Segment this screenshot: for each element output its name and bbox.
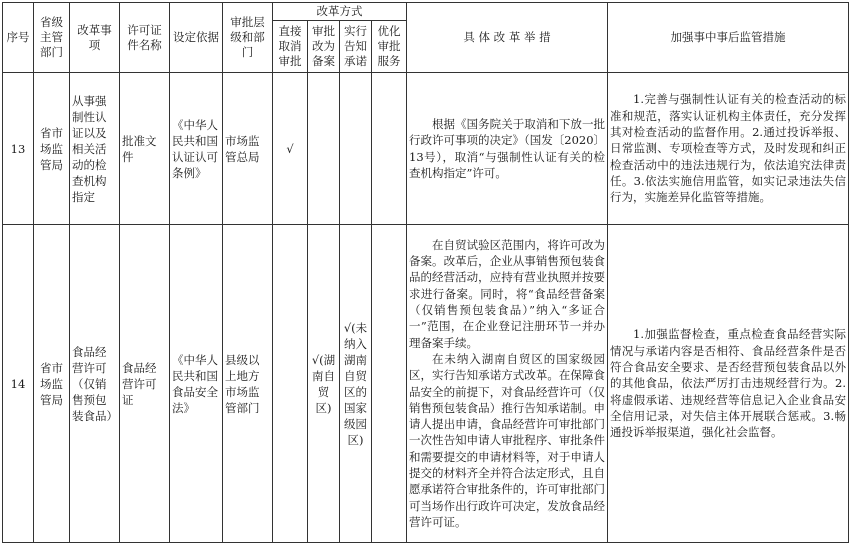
measures-paragraph: 在未纳入湖南自贸区的国家级园区，实行告知承诺方式改革。在保障食品安全的前提下，对食品经营许可（仅销售预包装食品）推行告知承诺制。申请人提出申请，食品经营许可审批部门一次性告知申请人审批程序、审批条件和需要提交的申请材料等，对于申请人提交的材料齐全并符合法定形式，且自愿承诺符合审批条件的，许可审批部门可当场作出行政许可决定，发放食品经营许可证。	[409, 351, 605, 529]
cell-item: 从事强制性认证以及相关活动的检查机构指定	[70, 73, 120, 225]
cell-cert: 食品经营许可证	[120, 225, 170, 543]
header-method-filing: 审批改为备案	[308, 21, 340, 73]
cell-method-notification: √(未纳入湖南自贸区的国家级园区)	[340, 225, 372, 543]
header-basis: 设定依据	[170, 3, 223, 73]
cell-dept: 省市场监管局	[34, 73, 70, 225]
cell-seq: 14	[3, 225, 34, 543]
measures-paragraph: 根据《国务院关于取消和下放一批行政许可事项的决定》（国发〔2020〕13号），取消“与强制性认证有关的检查机构指定”许可。	[409, 116, 606, 180]
cell-method-filing	[308, 73, 340, 225]
header-method-cancel: 直接取消审批	[273, 21, 308, 73]
cell-level: 市场监管总局	[223, 73, 273, 225]
cell-measures	[407, 73, 608, 225]
header-method-group: 改革方式	[273, 3, 407, 21]
header-level: 审批层级和部门	[223, 3, 273, 73]
supervision-paragraph: 1.加强监督检查，重点检查食品经营实际情况与承诺内容是否相符、食品经营条件是否符合食品安全要求、是否经营预包装食品以外的其他食品，依法严厉打击违规经营行为。2.将虚假承诺、违规经营等信息记入企业食品安全信用记录，对失信主体开展联合惩戒。3.畅通投诉举报渠道，强化社会监督。	[610, 327, 846, 440]
supervision-paragraph: 1.完善与强制性认证有关的检查活动的标准和规范，落实认证机构主体责任，充分发挥其对检查活动的监督作用。2.通过投诉举报、日常监测、专项检查等方式，及时发现和纠正检查活动中的违法违规行为，依法追究法律责任。3.依法实施信用监管，如实记录违法失信行为，实施差异化监管等措施。	[610, 92, 846, 205]
cell-basis: 《中华人民共和国食品安全法》	[170, 225, 223, 543]
cell-method-optimize	[372, 73, 407, 225]
cell-method-notification	[340, 73, 372, 225]
cell-method-optimize	[372, 225, 407, 543]
reform-table	[2, 2, 849, 543]
header-method-notification: 实行告知承诺	[340, 21, 372, 73]
measures-paragraph: 在自贸试验区范围内，将许可改为备案。改革后，企业从事销售预包装食品的经营活动，应持有营业执照并按要求进行备案。同时，将“食品经营备案（仅销售预包装食品）”纳入“多证合一”范围，在企业登记注册环节一并办理备案手续。	[409, 237, 605, 350]
cell-method-cancel	[273, 225, 308, 543]
cell-method-cancel: √	[273, 73, 308, 225]
cell-dept: 省市场监管局	[34, 225, 70, 543]
cell-measures	[407, 225, 608, 543]
cell-basis: 《中华人民共和国认证认可条例》	[170, 73, 223, 225]
cell-supervision	[608, 225, 849, 543]
header-seq: 序号	[3, 3, 34, 73]
header-item: 改革事项	[70, 3, 120, 73]
cell-seq: 13	[3, 73, 34, 225]
table-row	[3, 73, 849, 225]
cell-supervision	[608, 73, 849, 225]
table-row	[3, 225, 849, 543]
header-cert: 许可证件名称	[120, 3, 170, 73]
header-dept: 省级主管部门	[34, 3, 70, 73]
cell-cert: 批准文件	[120, 73, 170, 225]
cell-level: 县级以上地方市场监管部门	[223, 225, 273, 543]
header-supervision: 加强事中事后监管措施	[608, 3, 849, 73]
header-measures: 具 体 改 革 举 措	[407, 3, 608, 73]
cell-item: 食品经营许可（仅销售预包装食品）	[70, 225, 120, 543]
cell-method-filing: √(湖南自贸区)	[308, 225, 340, 543]
header-method-optimize: 优化审批服务	[372, 21, 407, 73]
